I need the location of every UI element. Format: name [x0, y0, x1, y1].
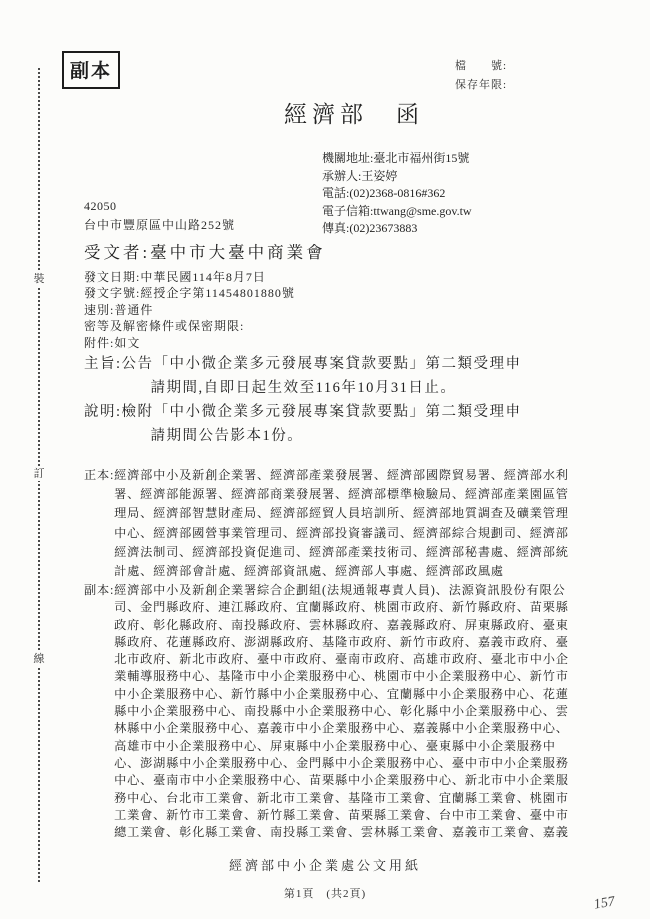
subject-label: 主旨: — [84, 356, 122, 372]
text-line: 發文日期:中華民國114年8月7日 — [84, 270, 266, 284]
text-line: 林縣中小企業服務中心、嘉義市中小企業服務中心、嘉義縣中小企業服務中心、 — [114, 721, 569, 736]
copy-recipients-label: 副本: — [84, 583, 115, 597]
text-line: 經濟法制司、經濟部投資促進司、經濟部產業技術司、經濟部秘書處、經濟部統 — [114, 544, 569, 559]
text-line: 中心、臺南市中小企業服務中心、苗栗縣中小企業服務中心、新北市中小企業服 — [114, 773, 569, 788]
official-paper-footer: 經濟部中小企業處公文用紙 — [228, 858, 421, 873]
retention-period-label: 保存年限: — [455, 79, 508, 91]
explanation-block — [84, 400, 522, 448]
page-number: 第1頁 (共2頁) — [283, 888, 367, 900]
text-line: 務中心、台北市工業會、新北市工業會、基隆市工業會、宜蘭縣工業會、桃園市 — [114, 790, 569, 805]
text-line: 工業會、新竹市工業會、新竹縣工業會、苗栗縣工業會、台中市工業會、臺中市 — [114, 807, 569, 822]
text-line: 縣中小企業服務中心、南投縣中小企業服務中心、彰化縣中小企業服務中心、雲 — [114, 704, 569, 719]
text-line: 心、澎湖縣中小企業服務中心、金門縣中小企業服務中心、臺中市中小企業服務 — [114, 755, 569, 770]
recipient-line: 受文者:臺中市大臺中商業會 — [84, 243, 326, 262]
text-line: 理局、經濟部智慧財產局、經濟部經貿人員培訓所、經濟部地質調查及礦業管理 — [114, 506, 569, 521]
text-line: 經濟部中小及新創企業署、經濟部產業發展署、經濟部國際貿易署、經濟部水利 — [114, 468, 569, 482]
text-line: 北市政府、新北市政府、臺中市政府、臺南市政府、高雄市政府、臺北市中小企 — [114, 652, 569, 667]
text-line: 機關地址:臺北市福州街15號 — [322, 151, 470, 165]
subject-text — [122, 352, 522, 400]
recipient-zip-code: 42050 — [84, 199, 117, 213]
text-line: 高雄市中小企業服務中心、屏東縣中小企業服務中心、臺東縣中小企業服務中 — [114, 738, 556, 753]
text-line: 附件:如文 — [84, 335, 141, 350]
text-line: 承辦人:王姿婷 — [322, 168, 398, 183]
text-line: 業輔導服務中心、基隆市中小企業服務中心、桃園市中小企業服務中心、新竹市 — [114, 669, 569, 684]
text-line: 署、經濟部能源署、經濟部商業發展署、經濟部標準檢驗局、經濟部產業園區管 — [114, 487, 569, 502]
text-line: 經濟部中小及新創企業署綜合企劃組(法規通報專責人員)、法源資訊股份有限公 — [114, 583, 566, 597]
binding-mark-ding: 訂 — [31, 467, 47, 481]
text-line: 檢附「中小微企業多元發展專案貸款要點」第二類受理申 — [121, 404, 522, 420]
explanation-text — [122, 400, 522, 448]
binding-mark-xian: 線 — [31, 652, 47, 666]
subject-block — [84, 352, 522, 400]
copy-recipients-text — [114, 582, 569, 841]
text-line: 計處、經濟部會計處、經濟部資訊處、經濟部人事處、經濟部政風處 — [114, 564, 504, 579]
text-line: 中小企業服務中心、新竹縣中小企業服務中心、宜蘭縣中小企業服務中心、花蓮 — [114, 686, 569, 701]
document-title: 經濟部 函 — [284, 102, 424, 127]
handwritten-mark: 157 — [592, 894, 617, 913]
text-line: 請期間公告影本1份。 — [150, 428, 304, 444]
text-line: 電話:(02)2368-0816#362 — [322, 186, 446, 201]
text-line: 傳真:(02)23673883 — [322, 221, 418, 236]
text-line: 密等及解密條件或保密期限: — [84, 319, 245, 334]
text-line: 政府、彰化縣政府、南投縣政府、雲林縣政府、嘉義縣政府、屏東縣政府、臺東 — [114, 617, 569, 632]
agency-contact-block — [322, 150, 472, 238]
original-recipients-label: 正本: — [84, 468, 115, 482]
text-line: 速別:普通件 — [84, 302, 154, 317]
text-line: 司、金門縣政府、連江縣政府、宜蘭縣政府、桃園市政府、新竹縣政府、苗栗縣 — [114, 600, 569, 615]
text-line: 發文字號:經授企字第11454801880號 — [84, 286, 295, 301]
text-line: 總工業會、彰化縣工業會、南投縣工業會、雲林縣工業會、嘉義市工業會、嘉義 — [114, 825, 569, 840]
text-line: 請期間,自即日起生效至116年10月31日止。 — [150, 380, 457, 396]
text-line: 電子信箱:ttwang@sme.gov.tw — [322, 203, 472, 218]
recipient-street-address: 台中市豐原區中山路252號 — [84, 218, 236, 232]
binding-mark-zhuang: 裝 — [31, 272, 47, 286]
original-recipients-block — [84, 466, 569, 581]
text-line: 中心、經濟部國營事業管理司、經濟部投資審議司、經濟部綜合規劃司、經濟部 — [114, 525, 569, 540]
copy-recipients-block — [84, 582, 569, 841]
text-line: 公告「中小微企業多元發展專案貸款要點」第二類受理申 — [121, 356, 522, 372]
file-number-label: 檔 號: — [455, 60, 508, 72]
file-number-block — [455, 57, 507, 95]
copy-stamp: 副本 — [62, 51, 120, 89]
original-recipients-text — [114, 466, 569, 581]
explanation-label: 說明: — [84, 404, 122, 420]
text-line: 縣政府、花蓮縣政府、澎湖縣政府、基隆市政府、新竹市政府、嘉義市政府、臺 — [114, 634, 569, 649]
document-meta-block — [84, 269, 295, 351]
